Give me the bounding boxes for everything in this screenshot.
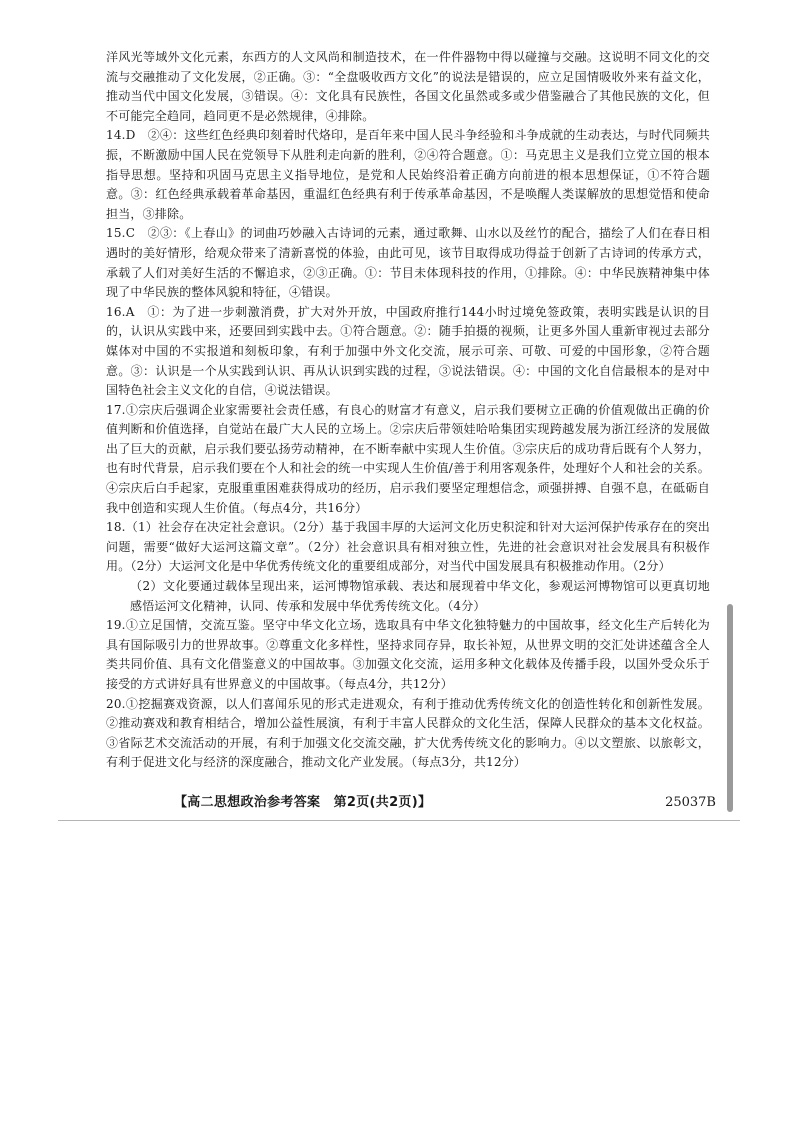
answer-text: （1）社会存在决定社会意识。（2分）基于我国丰厚的大运河文化历史积淀和针对大运河保护传承存在的突出问题，需要“做好大运河这篇文章”。（2分）社会意识具有相对独立性，先进的社会意识对社会发展具有积极作用。（2分）大运河文化是中华优秀传统文化的重要组成部分，对当代中国发展具有积极推动作用。（2分）: [106, 520, 710, 574]
scrollbar[interactable]: [727, 604, 733, 812]
answer-number: 18.: [106, 520, 126, 535]
answer-item: [106, 401, 710, 519]
answer-item: [106, 224, 710, 302]
footer-code: 25037B: [665, 795, 716, 810]
answer-item: [106, 126, 710, 224]
answer-item: [106, 695, 710, 773]
answer-item: [106, 616, 710, 694]
answer-text: ①宗庆后强调企业家需要社会责任感，有良心的财富才有意义，启示我们要树立正确的价值观做出正确的价值判断和价值选择，自觉站在最广大人民的立场上。②宗庆后带领娃哈哈集团实现跨越发展为浙江经济的发展做出了巨大的贡献，启示我们要弘扬劳动精神，在不断奉献中实现人生价值。③宗庆后的成功背后既有个人努力，也有时代背景，启示我们要在个人和社会的统一中实现人生价值/善于利用客观条件，处理好个人和社会的关系。④宗庆后白手起家，克服重重困难获得成功的经历，启示我们要坚定理想信念，顽强拼搏、自强不息，在砥砺自我中创造和实现人生价值。（每点4分，共16分）: [106, 402, 710, 515]
answer-text: D ②④：这些红色经典印刻着时代烙印，是百年来中国人民斗争经验和斗争成就的生动表达，与时代同频共振，不断激励中国人民在党领导下从胜利走向新的胜利，②④符合题意。①：马克思主义是我们立党立国的根本指导思想。坚持和巩固马克思主义指导地位，是党和人民始终沿着正确方向前进的根本思想保证，①不符合题意。③：红色经典承载着革命基因，重温红色经典有利于传承革命基因，不是唤醒人类谋解放的思想觉悟和使命担当，③排除。: [106, 128, 710, 221]
answer-text: ①立足国情，交流互鉴。坚守中华文化立场，选取具有中华文化独特魅力的中国故事，经文化生产后转化为具有国际吸引力的世界故事。②尊重文化多样性，坚持求同存异，取长补短，从世界文明的交汇处讲述蕴含全人类共同价值、具有文化借鉴意义的中国故事。③加强文化交流，运用多种文化载体及传播手段，以国外受众乐于接受的方式讲好具有世界意义的中国故事。（每点4分，共12分）: [106, 618, 710, 691]
answer-number: 16.: [106, 304, 126, 319]
answer-text: C ②③：《上春山》的词曲巧妙融入古诗词的元素，通过歌舞、山水以及丝竹的配合，描绘了人们在春日相遇时的美好情形，给观众带来了清新喜悦的体验，由此可见，该节目取得成功得益于创新了古诗词的传承方式，承载了人们对美好生活的不懈追求，②③正确。①：节目未体现科技的作用，①排除。④：中华民族精神集中体现了中华民族的整体风貌和特征，④错误。: [106, 226, 710, 300]
answer-item: [106, 518, 710, 616]
answer-subpart: （2）文化要通过载体呈现出来，运河博物馆承载、表达和展现着中华文化，参观运河博物馆可以更真切地感悟运河文化精神，认同、传承和发展中华优秀传统文化。（4分）: [130, 579, 710, 613]
answer-text: ①挖掘赛戏资源，以人们喜闻乐见的形式走进观众，有利于推动优秀传统文化的创造性转化和创新性发展。②推动赛戏和教育相结合，增加公益性展演，有利于丰富人民群众的文化生活，保障人民群众的基本文化权益。③省际艺术交流活动的开展，有利于加强文化交流交融，扩大优秀传统文化的影响力。④以文塑旅、以旅彰文，有利于促进文化与经济的深度融合，推动文化产业发展。（每点3分，共12分）: [106, 696, 710, 770]
answer-item: [106, 303, 710, 401]
page-divider: [58, 820, 740, 821]
answer-number: 20.: [106, 696, 126, 711]
answer-page: [106, 48, 710, 773]
footer-title: 【高二思想政治参考答案 第2页(共2页)】: [174, 795, 432, 810]
intro-paragraph: 洋风光等域外文化元素，东西方的人文风尚和制造技术，在一件件器物中得以碰撞与交融。这说明不同文化的交流与交融推动了文化发展，②正确。③：“全盘吸收西方文化”的说法是错误的，应立足国情吸收外来有益文化，推动当代中国文化发展，③错误。④：文化具有民族性，各国文化虽然或多或少借鉴融合了其他民族的文化，但不可能完全趋同，趋同更不是必然规律，④排除。: [106, 50, 710, 123]
answer-number: 14.: [106, 128, 126, 143]
answer-text: A ①：为了进一步刺激消费，扩大对外开放，中国政府推行144小时过境免签政策，表明实践是认识的目的，认识从实践中来，还要回到实践中去。①符合题意。②：随手拍摄的视频，让更多外国人重新审视过去部分媒体对中国的不实报道和刻板印象，有利于加强中外文化交流，展示可亲、可敬、可爱的中国形象，②符合题意。③：认识是一个从实践到认识、再从认识到实践的过程，③说法错误。④：中国的文化自信最根本的是对中国特色社会主义文化的自信，④说法错误。: [106, 304, 710, 398]
answer-number: 15.: [106, 226, 126, 241]
page-footer: [106, 794, 716, 812]
answer-number: 17.: [106, 402, 126, 417]
answer-number: 19.: [106, 618, 126, 633]
